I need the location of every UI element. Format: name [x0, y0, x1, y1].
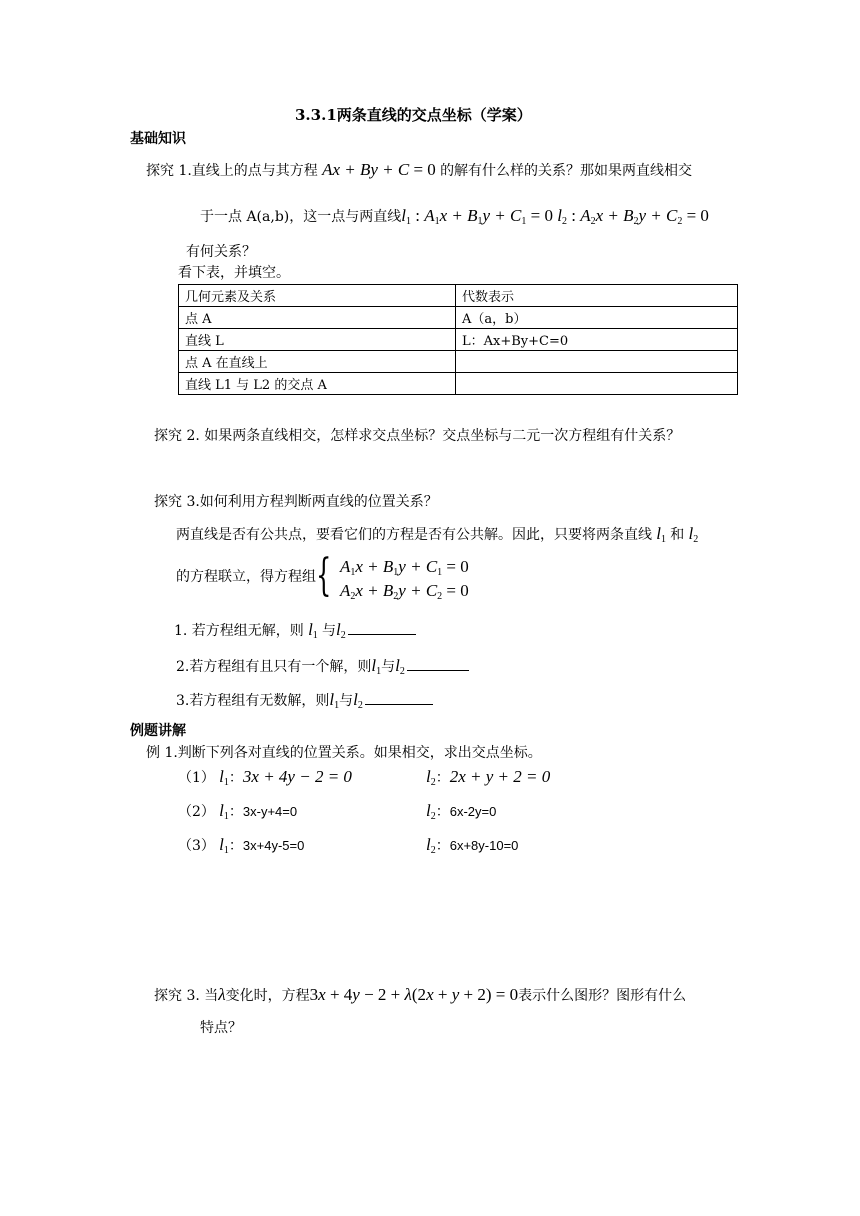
example-item-3-l2: $l_2$：6x+8y-10=0	[426, 835, 519, 856]
answer-blank-3[interactable]	[365, 692, 433, 705]
example-1-title: 例 1.判断下列各对直线的位置关系。如果相交，求出交点坐标。	[146, 745, 542, 761]
example-item-2-l2: $l_2$：6x-2y=0	[426, 801, 497, 822]
table-row	[179, 329, 738, 351]
q4-line1: 探究 3. 当λ变化时，方程3x + 4y − 2 + λ(2x + y + 2) = 0表示什么图形？图形有什么	[154, 985, 687, 1004]
q3-item-1: 1. 若方程组无解，则 $l_1$ 与$l_2$	[174, 620, 416, 642]
table-header-cell: 代数表示	[456, 285, 738, 307]
table-row	[179, 307, 738, 329]
q1-line2-text: 于一点 A(a,b)，这一点与两直线	[200, 209, 402, 225]
table-cell: 直线 L	[179, 329, 456, 351]
answer-blank-2[interactable]	[407, 658, 469, 671]
table-header-cell: 几何元素及关系	[179, 285, 456, 307]
q1-equation: Ax + By + C	[317, 160, 414, 179]
q1-text-a: 探究 1.直线上的点与其方程	[146, 163, 318, 179]
q3-line1: 两直线是否有公共点，要看它们的方程是否有公共解。因此，只要将两条直线 $l_1$ 和 $l_2$	[176, 524, 699, 545]
q3-line2: 的方程联立，得方程组	[176, 569, 316, 585]
table-cell: A（a，b）	[456, 307, 738, 329]
example-item-1-l2: $l_2$：2x + y + 2 = 0	[426, 767, 551, 788]
table-cell: 点 A	[179, 307, 456, 329]
section-heading-examples: 例题讲解	[130, 723, 186, 739]
table-cell-blank[interactable]	[456, 351, 738, 373]
equation-system-row-1: $A_1x + B_1y + C_1 = 0$	[340, 557, 469, 578]
q2-text: 探究 2. 如果两条直线相交，怎样求交点坐标？交点坐标与二元一次方程组有什关系？	[154, 428, 681, 444]
table-row	[179, 285, 738, 307]
q1-text-b: 的解有什么样的关系？那如果两直线相交	[440, 163, 693, 179]
table-row	[179, 351, 738, 373]
q1-line4: 看下表，并填空。	[178, 265, 290, 281]
section-heading-basics: 基础知识	[130, 131, 186, 147]
example-item-2: （2） $l_1$：3x-y+4=0	[178, 801, 298, 822]
line-l2-equation: $l_2$	[557, 206, 567, 227]
q1-line1: 探究 1.直线上的点与其方程 Ax + By + C = 0 的解有什么样的关系？那如果两直线相交	[146, 160, 693, 179]
q1-line2: 于一点 A(a,b)，这一点与两直线$l_1$ : $A_1x + B_1y + C_1 = 0$ $l_2$ : $A_2x + B_2y + C_2 = 0$	[200, 206, 709, 227]
table-cell: 点 A 在直线上	[179, 351, 456, 373]
table-cell: 直线 L1 与 L2 的交点 A	[179, 373, 456, 395]
q3-item-2: 2.若方程组有且只有一个解，则$l_1$与$l_2$	[176, 656, 469, 678]
example-item-3: （3） $l_1$：3x+4y-5=0	[178, 835, 305, 856]
table-row	[179, 373, 738, 395]
page-title: 3.3.1两条直线的交点坐标（学案）	[295, 106, 532, 124]
q4-line2: 特点？	[200, 1020, 242, 1036]
answer-blank-1[interactable]	[348, 622, 416, 635]
relation-table	[178, 284, 738, 395]
example-item-1: （1） $l_1$：3x + 4y − 2 = 0	[178, 767, 352, 788]
table-cell: L：Ax+By+C=0	[456, 329, 738, 351]
equation-system-brace: {	[316, 550, 332, 601]
q3-title: 探究 3.如何利用方程判断两直线的位置关系？	[154, 494, 438, 510]
q3-item-3: 3.若方程组有无数解，则$l_1$与$l_2$	[176, 690, 433, 712]
q1-line3: 有何关系？	[186, 244, 256, 260]
table-cell-blank[interactable]	[456, 373, 738, 395]
equation-system-row-2: $A_2x + B_2y + C_2 = 0$	[340, 581, 469, 602]
line-l1-equation: $l_1$	[401, 206, 411, 227]
